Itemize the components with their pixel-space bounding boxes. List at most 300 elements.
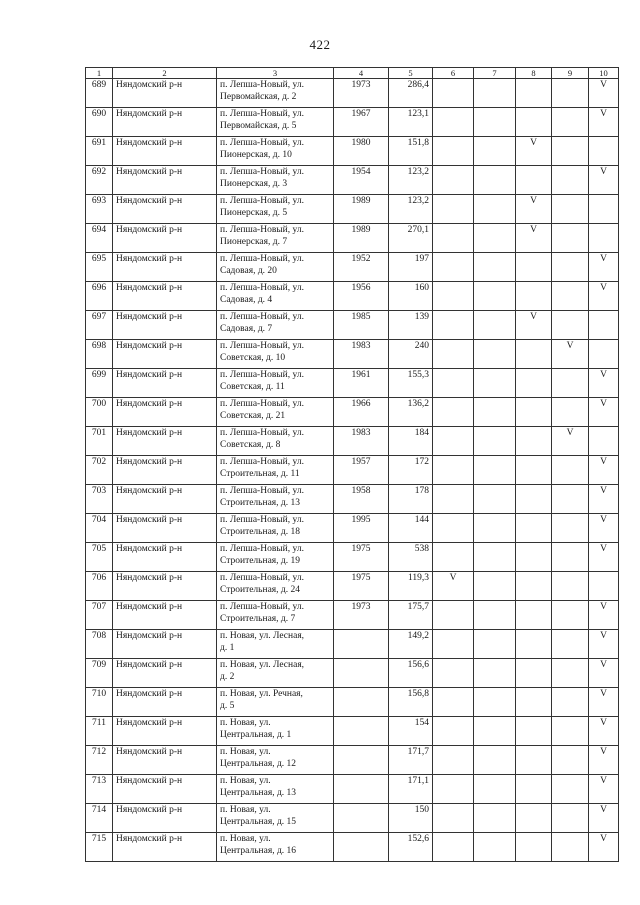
- mark-cell-10: V: [589, 253, 619, 282]
- mark-cell-10: [589, 340, 619, 369]
- mark-cell-10: [589, 311, 619, 340]
- table-row: [86, 775, 619, 804]
- address-line-2: Строительная, д. 7: [220, 614, 296, 624]
- address-line-2: Советская, д. 11: [220, 382, 285, 392]
- district-cell: Няндомский р-н: [113, 340, 217, 369]
- year-cell: 1956: [334, 282, 389, 311]
- table-row: [86, 630, 619, 659]
- district-cell: Няндомский р-н: [113, 456, 217, 485]
- mark-cell-6: [433, 804, 474, 833]
- address-line-1: п. Лепша-Новый, ул.: [220, 515, 304, 525]
- district-cell: Няндомский р-н: [113, 282, 217, 311]
- row-number-cell: 713: [86, 775, 113, 804]
- table-row: [86, 137, 619, 166]
- mark-cell-9: [552, 137, 589, 166]
- mark-cell-7: [474, 398, 516, 427]
- mark-cell-9: [552, 253, 589, 282]
- year-cell: [334, 775, 389, 804]
- year-cell: 1985: [334, 311, 389, 340]
- area-cell: 139: [389, 311, 433, 340]
- mark-cell-10: V: [589, 659, 619, 688]
- mark-cell-8: [516, 485, 552, 514]
- mark-cell-10: V: [589, 456, 619, 485]
- mark-cell-8: [516, 398, 552, 427]
- mark-cell-9: [552, 601, 589, 630]
- address-line-2: Центральная, д. 1: [220, 730, 292, 740]
- address-line-1: п. Лепша-Новый, ул.: [220, 428, 304, 438]
- table-row: [86, 746, 619, 775]
- mark-cell-8: [516, 804, 552, 833]
- mark-cell-6: [433, 282, 474, 311]
- mark-cell-6: [433, 369, 474, 398]
- table-row: [86, 195, 619, 224]
- address-cell: [217, 282, 334, 311]
- address-line-1: п. Лепша-Новый, ул.: [220, 283, 304, 293]
- mark-cell-10: V: [589, 833, 619, 862]
- mark-cell-6: [433, 195, 474, 224]
- area-cell: 156,8: [389, 688, 433, 717]
- area-cell: 184: [389, 427, 433, 456]
- address-line-1: п. Лепша-Новый, ул.: [220, 602, 304, 612]
- mark-cell-8: [516, 514, 552, 543]
- mark-cell-6: [433, 253, 474, 282]
- area-cell: 154: [389, 717, 433, 746]
- mark-cell-10: V: [589, 282, 619, 311]
- address-line-2: Пионерская, д. 7: [220, 237, 288, 247]
- district-cell: Няндомский р-н: [113, 543, 217, 572]
- address-cell: [217, 746, 334, 775]
- district-cell: Няндомский р-н: [113, 108, 217, 137]
- year-cell: [334, 746, 389, 775]
- row-number-cell: 691: [86, 137, 113, 166]
- address-line-2: Садовая, д. 7: [220, 324, 273, 334]
- area-cell: 151,8: [389, 137, 433, 166]
- address-cell: [217, 775, 334, 804]
- address-line-2: Пионерская, д. 5: [220, 208, 288, 218]
- district-cell: Няндомский р-н: [113, 427, 217, 456]
- table-row: [86, 369, 619, 398]
- year-cell: 1995: [334, 514, 389, 543]
- year-cell: [334, 630, 389, 659]
- mark-cell-6: [433, 688, 474, 717]
- area-cell: 155,3: [389, 369, 433, 398]
- mark-cell-9: [552, 717, 589, 746]
- address-line-2: Садовая, д. 20: [220, 266, 277, 276]
- year-cell: [334, 717, 389, 746]
- mark-cell-10: V: [589, 485, 619, 514]
- address-line-1: п. Лепша-Новый, ул.: [220, 80, 304, 90]
- table-row: [86, 804, 619, 833]
- row-number-cell: 714: [86, 804, 113, 833]
- mark-cell-10: V: [589, 543, 619, 572]
- mark-cell-7: [474, 79, 516, 108]
- mark-cell-6: [433, 485, 474, 514]
- row-number-cell: 715: [86, 833, 113, 862]
- row-number-cell: 694: [86, 224, 113, 253]
- mark-cell-8: [516, 369, 552, 398]
- mark-cell-8: V: [516, 137, 552, 166]
- mark-cell-10: V: [589, 514, 619, 543]
- year-cell: [334, 688, 389, 717]
- address-cell: [217, 369, 334, 398]
- address-cell: [217, 804, 334, 833]
- mark-cell-7: [474, 369, 516, 398]
- row-number-cell: 708: [86, 630, 113, 659]
- address-line-1: п. Новая, ул. Речная,: [220, 689, 303, 699]
- row-number-cell: 695: [86, 253, 113, 282]
- mark-cell-9: [552, 398, 589, 427]
- area-cell: 175,7: [389, 601, 433, 630]
- mark-cell-9: [552, 572, 589, 601]
- mark-cell-9: V: [552, 427, 589, 456]
- row-number-cell: 698: [86, 340, 113, 369]
- table-body: [86, 68, 619, 862]
- address-line-1: п. Новая, ул. Лесная,: [220, 631, 305, 641]
- mark-cell-9: [552, 485, 589, 514]
- mark-cell-7: [474, 746, 516, 775]
- mark-cell-7: [474, 137, 516, 166]
- address-line-2: Строительная, д. 18: [220, 527, 301, 537]
- column-number: 1: [86, 68, 113, 79]
- mark-cell-8: V: [516, 311, 552, 340]
- address-cell: [217, 572, 334, 601]
- mark-cell-7: [474, 340, 516, 369]
- address-cell: [217, 688, 334, 717]
- column-number: 9: [552, 68, 589, 79]
- mark-cell-9: [552, 746, 589, 775]
- mark-cell-7: [474, 427, 516, 456]
- address-cell: [217, 166, 334, 195]
- address-line-1: п. Лепша-Новый, ул.: [220, 254, 304, 264]
- mark-cell-7: [474, 688, 516, 717]
- address-line-2: Центральная, д. 16: [220, 846, 297, 856]
- address-line-2: Центральная, д. 13: [220, 788, 297, 798]
- mark-cell-7: [474, 311, 516, 340]
- mark-cell-6: [433, 398, 474, 427]
- mark-cell-7: [474, 253, 516, 282]
- mark-cell-9: [552, 514, 589, 543]
- housing-register-table: [85, 67, 619, 862]
- row-number-cell: 693: [86, 195, 113, 224]
- mark-cell-6: [433, 659, 474, 688]
- mark-cell-8: [516, 340, 552, 369]
- mark-cell-10: V: [589, 369, 619, 398]
- mark-cell-6: [433, 137, 474, 166]
- district-cell: Няндомский р-н: [113, 137, 217, 166]
- column-number: 5: [389, 68, 433, 79]
- district-cell: Няндомский р-н: [113, 717, 217, 746]
- mark-cell-9: [552, 79, 589, 108]
- row-number-cell: 699: [86, 369, 113, 398]
- area-cell: 123,1: [389, 108, 433, 137]
- table-row: [86, 282, 619, 311]
- address-cell: [217, 195, 334, 224]
- mark-cell-10: [589, 427, 619, 456]
- area-cell: 172: [389, 456, 433, 485]
- area-cell: 149,2: [389, 630, 433, 659]
- district-cell: Няндомский р-н: [113, 833, 217, 862]
- district-cell: Няндомский р-н: [113, 601, 217, 630]
- address-cell: [217, 485, 334, 514]
- table-row: [86, 572, 619, 601]
- table-row: [86, 688, 619, 717]
- address-line-1: п. Лепша-Новый, ул.: [220, 544, 304, 554]
- address-cell: [217, 137, 334, 166]
- address-line-1: п. Новая, ул.: [220, 805, 271, 815]
- mark-cell-7: [474, 717, 516, 746]
- mark-cell-8: [516, 659, 552, 688]
- address-line-2: Центральная, д. 12: [220, 759, 297, 769]
- address-line-2: Первомайская, д. 2: [220, 92, 297, 102]
- mark-cell-8: [516, 572, 552, 601]
- row-number-cell: 703: [86, 485, 113, 514]
- mark-cell-7: [474, 514, 516, 543]
- mark-cell-7: [474, 601, 516, 630]
- mark-cell-8: [516, 166, 552, 195]
- mark-cell-6: [433, 601, 474, 630]
- table-row: [86, 311, 619, 340]
- year-cell: 1952: [334, 253, 389, 282]
- row-number-cell: 706: [86, 572, 113, 601]
- area-cell: 178: [389, 485, 433, 514]
- row-number-cell: 701: [86, 427, 113, 456]
- table-row: [86, 108, 619, 137]
- table-row: [86, 514, 619, 543]
- mark-cell-6: [433, 630, 474, 659]
- mark-cell-6: V: [433, 572, 474, 601]
- address-line-2: д. 1: [220, 643, 235, 653]
- district-cell: Няндомский р-н: [113, 253, 217, 282]
- address-line-1: п. Лепша-Новый, ул.: [220, 225, 304, 235]
- mark-cell-7: [474, 485, 516, 514]
- address-line-1: п. Лепша-Новый, ул.: [220, 370, 304, 380]
- mark-cell-6: [433, 514, 474, 543]
- address-line-2: Советская, д. 21: [220, 411, 286, 421]
- mark-cell-7: [474, 166, 516, 195]
- year-cell: 1983: [334, 427, 389, 456]
- year-cell: 1957: [334, 456, 389, 485]
- column-number: 6: [433, 68, 474, 79]
- area-cell: 123,2: [389, 166, 433, 195]
- table-row: [86, 833, 619, 862]
- mark-cell-8: [516, 456, 552, 485]
- year-cell: 1973: [334, 79, 389, 108]
- year-cell: 1958: [334, 485, 389, 514]
- mark-cell-7: [474, 804, 516, 833]
- mark-cell-6: [433, 456, 474, 485]
- mark-cell-10: V: [589, 717, 619, 746]
- mark-cell-8: [516, 717, 552, 746]
- area-cell: 270,1: [389, 224, 433, 253]
- address-line-2: Первомайская, д. 5: [220, 121, 297, 131]
- table-row: [86, 166, 619, 195]
- year-cell: [334, 804, 389, 833]
- area-cell: 136,2: [389, 398, 433, 427]
- mark-cell-8: [516, 543, 552, 572]
- column-number: 3: [217, 68, 334, 79]
- year-cell: 1973: [334, 601, 389, 630]
- address-line-2: Центральная, д. 15: [220, 817, 297, 827]
- table-row: [86, 485, 619, 514]
- mark-cell-10: [589, 224, 619, 253]
- address-line-1: п. Лепша-Новый, ул.: [220, 486, 304, 496]
- mark-cell-6: [433, 746, 474, 775]
- area-cell: 160: [389, 282, 433, 311]
- mark-cell-8: [516, 630, 552, 659]
- address-line-2: Советская, д. 10: [220, 353, 286, 363]
- area-cell: 171,7: [389, 746, 433, 775]
- mark-cell-7: [474, 572, 516, 601]
- mark-cell-10: V: [589, 79, 619, 108]
- year-cell: 1980: [334, 137, 389, 166]
- area-cell: 144: [389, 514, 433, 543]
- mark-cell-9: [552, 369, 589, 398]
- address-cell: [217, 630, 334, 659]
- mark-cell-7: [474, 224, 516, 253]
- row-number-cell: 712: [86, 746, 113, 775]
- year-cell: 1975: [334, 572, 389, 601]
- year-cell: 1961: [334, 369, 389, 398]
- mark-cell-10: V: [589, 166, 619, 195]
- mark-cell-6: [433, 543, 474, 572]
- address-cell: [217, 224, 334, 253]
- address-line-2: Строительная, д. 24: [220, 585, 301, 595]
- mark-cell-6: [433, 775, 474, 804]
- address-line-1: п. Лепша-Новый, ул.: [220, 573, 304, 583]
- page-number: 422: [309, 37, 331, 52]
- row-number-cell: 710: [86, 688, 113, 717]
- area-cell: 538: [389, 543, 433, 572]
- address-line-2: Строительная, д. 11: [220, 469, 300, 479]
- table-row: [86, 224, 619, 253]
- year-cell: [334, 833, 389, 862]
- mark-cell-8: [516, 79, 552, 108]
- district-cell: Няндомский р-н: [113, 659, 217, 688]
- district-cell: Няндомский р-н: [113, 195, 217, 224]
- area-cell: 240: [389, 340, 433, 369]
- address-cell: [217, 398, 334, 427]
- address-cell: [217, 659, 334, 688]
- mark-cell-6: [433, 427, 474, 456]
- table-row: [86, 659, 619, 688]
- address-cell: [217, 340, 334, 369]
- district-cell: Няндомский р-н: [113, 79, 217, 108]
- row-number-cell: 704: [86, 514, 113, 543]
- mark-cell-9: [552, 166, 589, 195]
- address-line-2: д. 2: [220, 672, 235, 682]
- address-line-2: Пионерская, д. 10: [220, 150, 292, 160]
- mark-cell-7: [474, 543, 516, 572]
- address-line-1: п. Лепша-Новый, ул.: [220, 399, 304, 409]
- address-line-2: Советская, д. 8: [220, 440, 281, 450]
- mark-cell-9: [552, 282, 589, 311]
- address-cell: [217, 456, 334, 485]
- district-cell: Няндомский р-н: [113, 369, 217, 398]
- row-number-cell: 705: [86, 543, 113, 572]
- district-cell: Няндомский р-н: [113, 514, 217, 543]
- address-line-1: п. Лепша-Новый, ул.: [220, 138, 304, 148]
- area-cell: 119,3: [389, 572, 433, 601]
- district-cell: Няндомский р-н: [113, 775, 217, 804]
- address-cell: [217, 601, 334, 630]
- mark-cell-10: V: [589, 688, 619, 717]
- address-cell: [217, 543, 334, 572]
- mark-cell-9: [552, 543, 589, 572]
- mark-cell-9: [552, 659, 589, 688]
- mark-cell-6: [433, 108, 474, 137]
- table-row: [86, 340, 619, 369]
- column-number-row: [86, 68, 619, 79]
- mark-cell-6: [433, 224, 474, 253]
- mark-cell-7: [474, 775, 516, 804]
- mark-cell-8: [516, 833, 552, 862]
- mark-cell-7: [474, 630, 516, 659]
- row-number-cell: 700: [86, 398, 113, 427]
- mark-cell-10: [589, 195, 619, 224]
- mark-cell-10: V: [589, 775, 619, 804]
- mark-cell-10: V: [589, 804, 619, 833]
- mark-cell-6: [433, 833, 474, 862]
- district-cell: Няндомский р-н: [113, 572, 217, 601]
- address-cell: [217, 833, 334, 862]
- address-cell: [217, 514, 334, 543]
- mark-cell-9: V: [552, 340, 589, 369]
- table-row: [86, 79, 619, 108]
- area-cell: 171,1: [389, 775, 433, 804]
- mark-cell-6: [433, 79, 474, 108]
- address-line-2: Строительная, д. 19: [220, 556, 301, 566]
- district-cell: Няндомский р-н: [113, 630, 217, 659]
- row-number-cell: 709: [86, 659, 113, 688]
- mark-cell-9: [552, 224, 589, 253]
- column-number: 10: [589, 68, 619, 79]
- row-number-cell: 690: [86, 108, 113, 137]
- address-line-1: п. Новая, ул.: [220, 776, 271, 786]
- mark-cell-7: [474, 282, 516, 311]
- year-cell: 1983: [334, 340, 389, 369]
- address-cell: [217, 427, 334, 456]
- mark-cell-8: V: [516, 224, 552, 253]
- address-line-1: п. Лепша-Новый, ул.: [220, 167, 304, 177]
- address-line-1: п. Лепша-Новый, ул.: [220, 312, 304, 322]
- mark-cell-9: [552, 456, 589, 485]
- table-row: [86, 717, 619, 746]
- address-line-2: Садовая, д. 4: [220, 295, 273, 305]
- row-number-cell: 711: [86, 717, 113, 746]
- table-row: [86, 253, 619, 282]
- mark-cell-6: [433, 340, 474, 369]
- district-cell: Няндомский р-н: [113, 804, 217, 833]
- mark-cell-7: [474, 659, 516, 688]
- mark-cell-10: [589, 572, 619, 601]
- mark-cell-8: [516, 427, 552, 456]
- mark-cell-6: [433, 311, 474, 340]
- mark-cell-7: [474, 833, 516, 862]
- area-cell: 150: [389, 804, 433, 833]
- mark-cell-10: [589, 137, 619, 166]
- table-row: [86, 398, 619, 427]
- address-line-2: д. 5: [220, 701, 235, 711]
- column-number: 4: [334, 68, 389, 79]
- year-cell: 1967: [334, 108, 389, 137]
- address-line-1: п. Лепша-Новый, ул.: [220, 109, 304, 119]
- mark-cell-7: [474, 108, 516, 137]
- address-cell: [217, 311, 334, 340]
- address-cell: [217, 253, 334, 282]
- year-cell: 1989: [334, 224, 389, 253]
- mark-cell-8: [516, 775, 552, 804]
- row-number-cell: 696: [86, 282, 113, 311]
